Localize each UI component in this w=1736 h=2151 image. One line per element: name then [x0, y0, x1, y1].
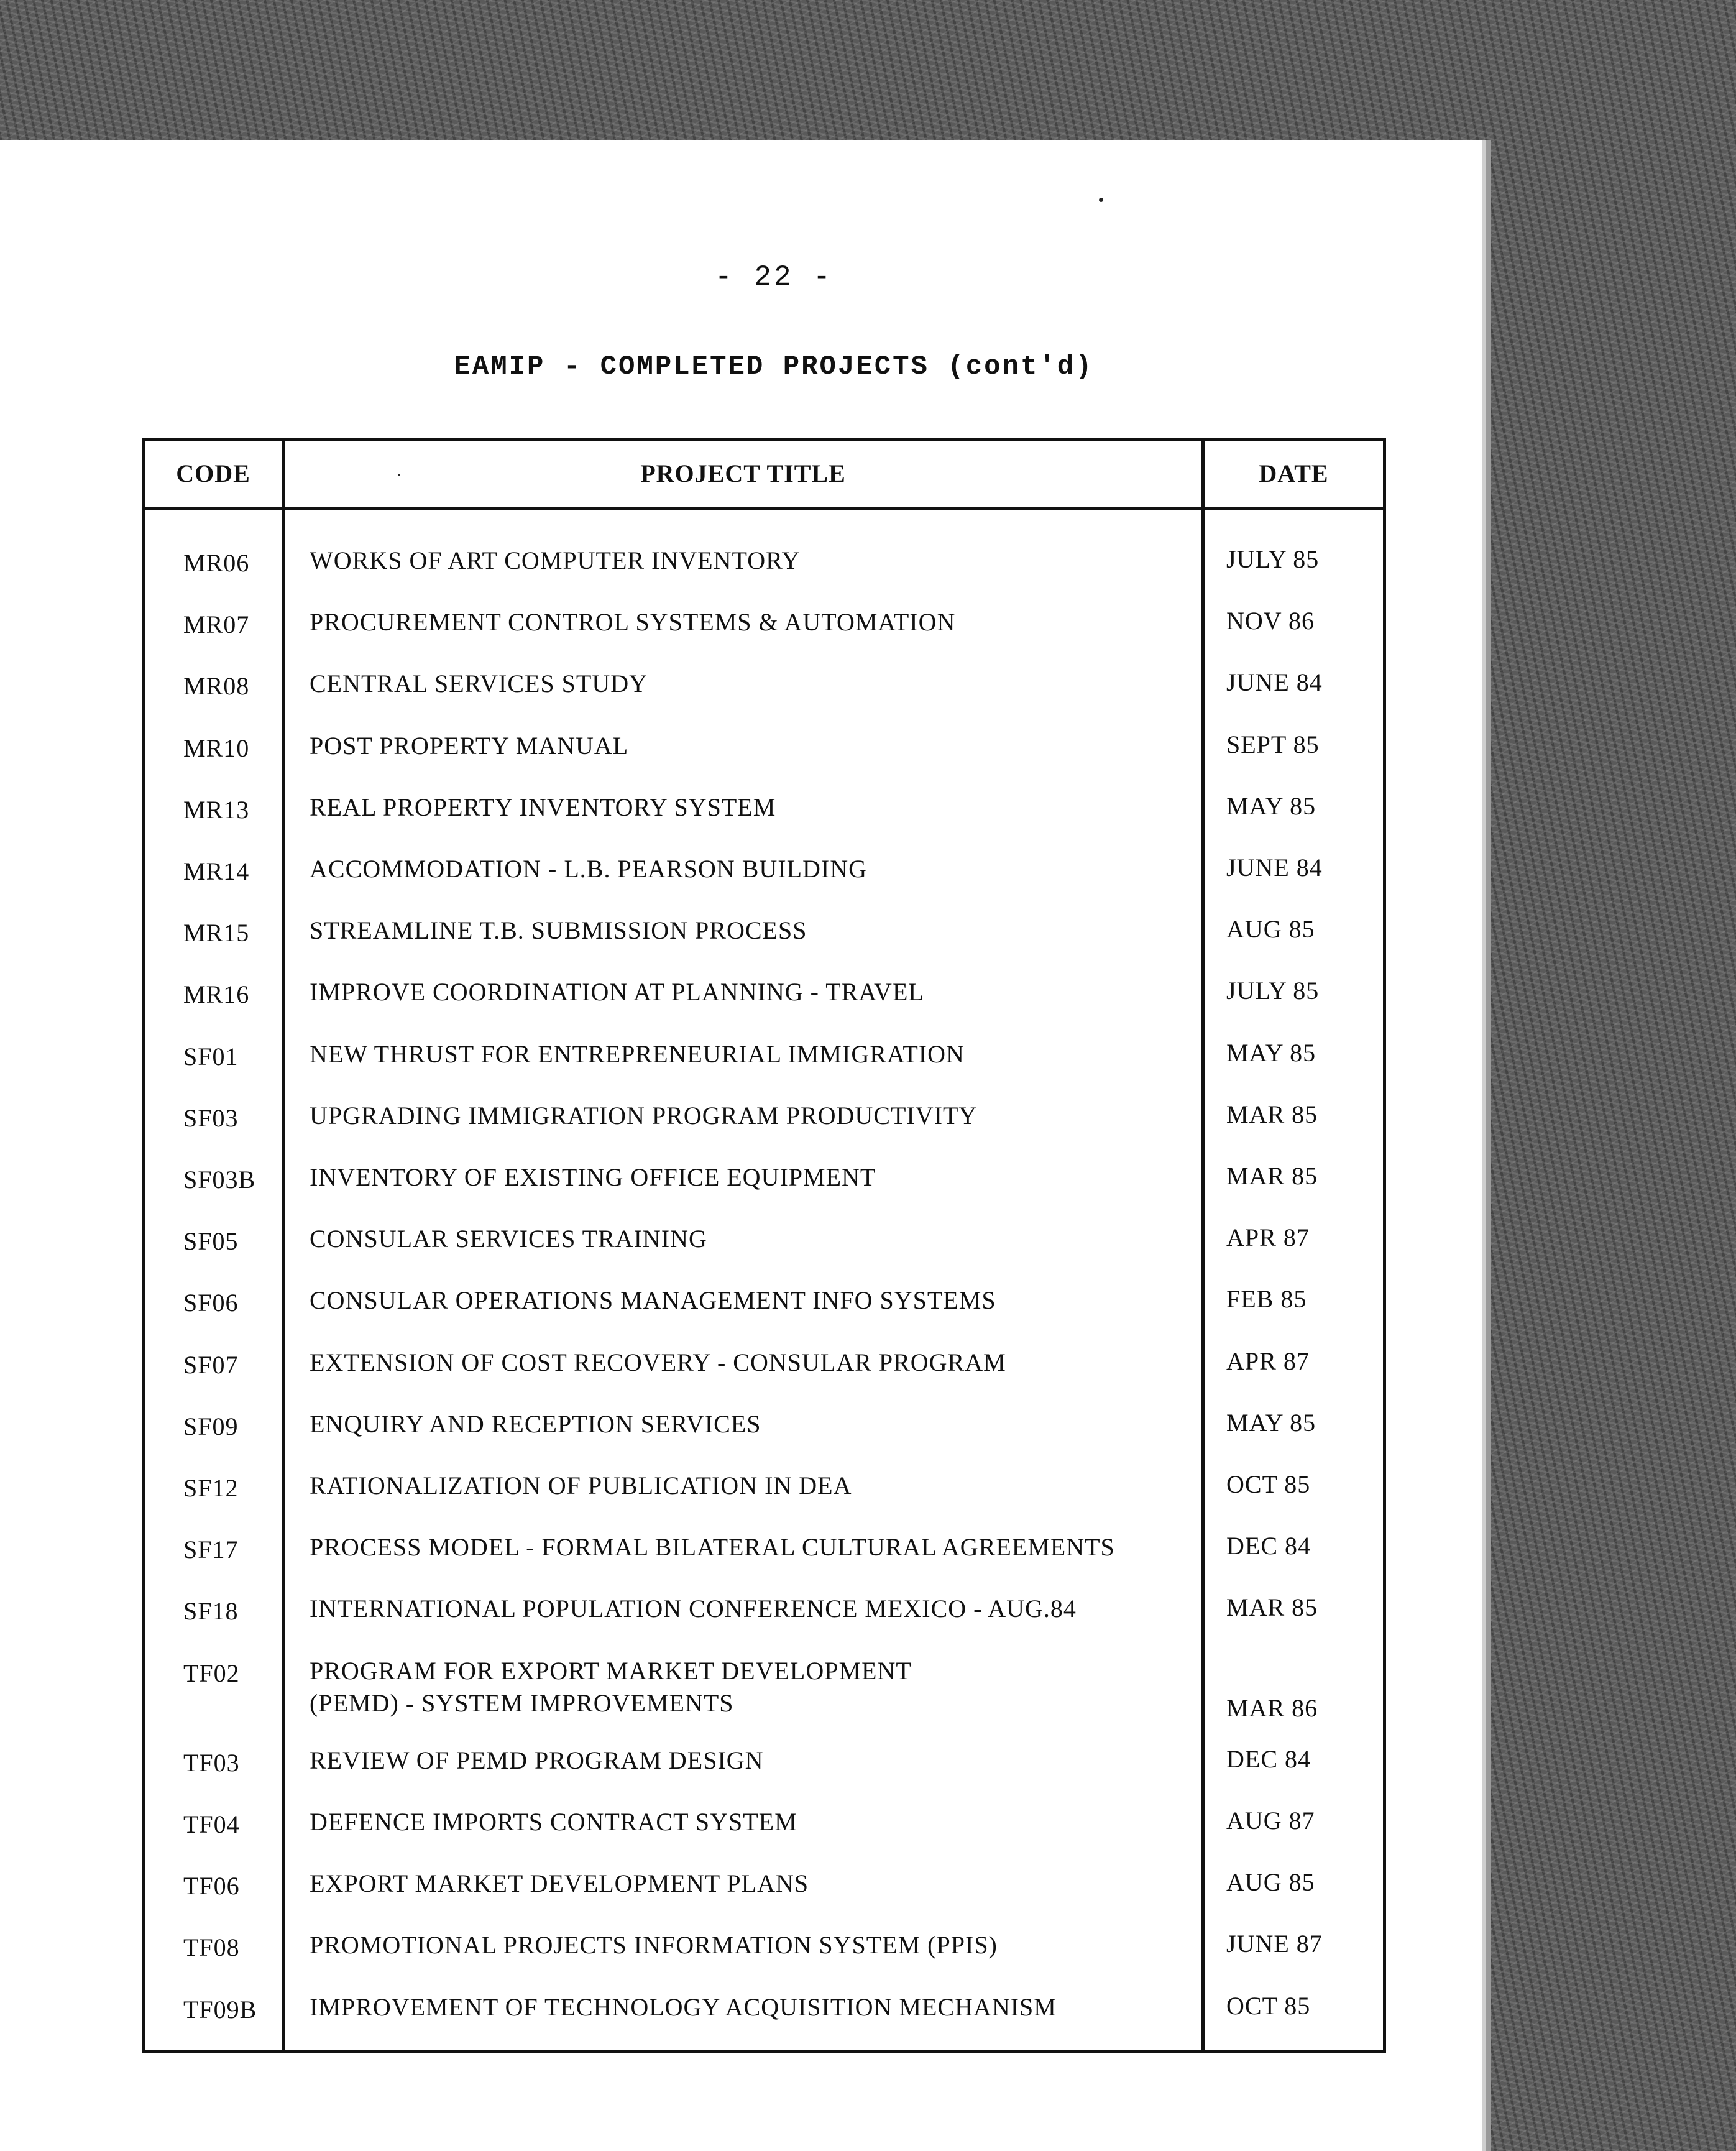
project-title-line: DEFENCE IMPORTS CONTRACT SYSTEM [310, 1808, 797, 1836]
project-code: SF17 [183, 1536, 239, 1564]
project-title [310, 1408, 761, 1440]
completion-date: MAR 85 [1226, 1162, 1318, 1190]
project-title [310, 1929, 998, 1961]
project-code: SF09 [183, 1412, 239, 1440]
completion-date: DEC 84 [1226, 1532, 1311, 1560]
project-title-line: EXPORT MARKET DEVELOPMENT PLANS [310, 1869, 809, 1897]
document-title: EAMIP - COMPLETED PROJECTS (cont'd) [454, 351, 1094, 382]
project-title-line: INTERNATIONAL POPULATION CONFERENCE MEXICO - AUG.84 [310, 1595, 1077, 1623]
project-title [310, 853, 867, 885]
project-title-line: IMPROVE COORDINATION AT PLANNING - TRAVEL [310, 978, 924, 1006]
project-code: MR08 [183, 672, 250, 700]
project-title [310, 1991, 1057, 2024]
completion-date: MAY 85 [1226, 792, 1316, 820]
project-title [310, 1347, 1006, 1379]
scan-speck [398, 474, 400, 476]
completion-date: MAR 85 [1226, 1593, 1318, 1621]
project-title-line: NEW THRUST FOR ENTREPRENEURIAL IMMIGRATION [310, 1040, 965, 1068]
project-code: SF05 [183, 1227, 239, 1255]
project-title [310, 1593, 1077, 1625]
project-title-line: WORKS OF ART COMPUTER INVENTORY [310, 546, 801, 574]
completion-date: MAY 85 [1226, 1039, 1316, 1067]
project-title-line: IMPROVEMENT OF TECHNOLOGY ACQUISITION MECHANISM [310, 1993, 1057, 2021]
project-title-line: PROCESS MODEL - FORMAL BILATERAL CULTURAL AGREEMENTS [310, 1533, 1115, 1561]
column-header-date: DATE [1259, 459, 1329, 487]
header-divider [145, 507, 1383, 510]
project-code: SF01 [183, 1043, 239, 1071]
project-code: SF12 [183, 1474, 239, 1502]
project-title [310, 1038, 965, 1071]
project-title-line: UPGRADING IMMIGRATION PROGRAM PRODUCTIVITY [310, 1102, 978, 1130]
column-header-code: CODE [176, 459, 250, 487]
project-title-line: CONSULAR OPERATIONS MANAGEMENT INFO SYSTEMS [310, 1286, 996, 1314]
completion-date: MAR 85 [1226, 1100, 1318, 1128]
project-code: MR14 [183, 857, 250, 885]
project-title [310, 791, 776, 824]
scan-speck [1099, 198, 1103, 202]
completion-date: AUG 85 [1226, 1868, 1315, 1896]
project-title [310, 1470, 852, 1502]
project-code: MR16 [183, 980, 250, 1008]
project-title [310, 976, 924, 1008]
column-divider [282, 441, 285, 2050]
column-header-project-title: PROJECT TITLE [640, 459, 846, 487]
project-title-line: REVIEW OF PEMD PROGRAM DESIGN [310, 1746, 764, 1774]
completion-date: AUG 85 [1226, 915, 1315, 943]
project-title [310, 1868, 809, 1900]
project-code: TF08 [183, 1933, 240, 1961]
project-title [310, 1161, 876, 1194]
project-code: MR13 [183, 796, 250, 824]
project-title-line: STREAMLINE T.B. SUBMISSION PROCESS [310, 916, 807, 944]
project-code: TF06 [183, 1872, 240, 1900]
completion-date: SEPT 85 [1226, 730, 1320, 758]
project-title [310, 668, 648, 700]
completion-date: NOV 86 [1226, 607, 1315, 635]
completion-date: FEB 85 [1226, 1285, 1307, 1313]
project-code: TF09B [183, 1996, 257, 2024]
project-title-line: PROMOTIONAL PROJECTS INFORMATION SYSTEM (PPIS) [310, 1931, 998, 1959]
project-title [310, 545, 800, 577]
completion-date: MAR 86 [1226, 1694, 1318, 1722]
completion-date: APR 87 [1226, 1347, 1310, 1375]
project-title [310, 1100, 977, 1132]
page-number: - 22 - [715, 261, 833, 293]
completion-date: APR 87 [1226, 1223, 1310, 1251]
completion-date: JUNE 87 [1226, 1930, 1323, 1958]
project-title [310, 1744, 764, 1777]
project-title-line: PROCUREMENT CONTROL SYSTEMS & AUTOMATION [310, 608, 956, 636]
column-divider [1201, 441, 1205, 2050]
completion-date: JUNE 84 [1226, 668, 1323, 696]
project-code: TF02 [183, 1659, 240, 1687]
project-code: SF18 [183, 1597, 239, 1625]
project-title-line: RATIONALIZATION OF PUBLICATION IN DEA [310, 1472, 852, 1499]
project-title-line: ACCOMMODATION - L.B. PEARSON BUILDING [310, 855, 868, 883]
completion-date: JULY 85 [1226, 977, 1320, 1005]
project-title [310, 914, 807, 947]
completion-date: OCT 85 [1226, 1992, 1311, 2020]
project-title-line: EXTENSION OF COST RECOVERY - CONSULAR PROGRAM [310, 1348, 1006, 1376]
completion-date: JULY 85 [1226, 545, 1320, 573]
project-title [310, 1223, 707, 1255]
project-title [310, 730, 628, 762]
project-code: MR10 [183, 734, 250, 762]
project-title-line: INVENTORY OF EXISTING OFFICE EQUIPMENT [310, 1163, 876, 1191]
completion-date: OCT 85 [1226, 1470, 1311, 1498]
project-title [310, 1655, 912, 1720]
project-title [310, 1806, 797, 1838]
projects-table [142, 438, 1386, 2053]
project-title-line: CENTRAL SERVICES STUDY [310, 670, 648, 698]
project-code: SF06 [183, 1289, 239, 1317]
completion-date: DEC 84 [1226, 1745, 1311, 1773]
project-title-line: ENQUIRY AND RECEPTION SERVICES [310, 1410, 761, 1438]
project-code: SF03 [183, 1104, 239, 1132]
project-code: TF03 [183, 1749, 240, 1777]
project-title-line: REAL PROPERTY INVENTORY SYSTEM [310, 793, 776, 821]
project-code: SF03B [183, 1166, 256, 1194]
completion-date: JUNE 84 [1226, 854, 1323, 882]
project-title [310, 606, 955, 638]
project-title [310, 1284, 996, 1317]
completion-date: MAY 85 [1226, 1409, 1316, 1437]
project-code: MR15 [183, 919, 250, 947]
project-code: TF04 [183, 1810, 240, 1838]
project-title-line: POST PROPERTY MANUAL [310, 732, 629, 760]
project-title [310, 1531, 1115, 1564]
completion-date: AUG 87 [1226, 1807, 1315, 1835]
project-title-line: PROGRAM FOR EXPORT MARKET DEVELOPMENT [310, 1657, 912, 1685]
project-code: SF07 [183, 1351, 239, 1379]
project-code: MR06 [183, 549, 250, 577]
project-code: MR07 [183, 610, 250, 638]
project-title-line: CONSULAR SERVICES TRAINING [310, 1225, 707, 1253]
project-title-line: (PEMD) - SYSTEM IMPROVEMENTS [310, 1689, 734, 1717]
